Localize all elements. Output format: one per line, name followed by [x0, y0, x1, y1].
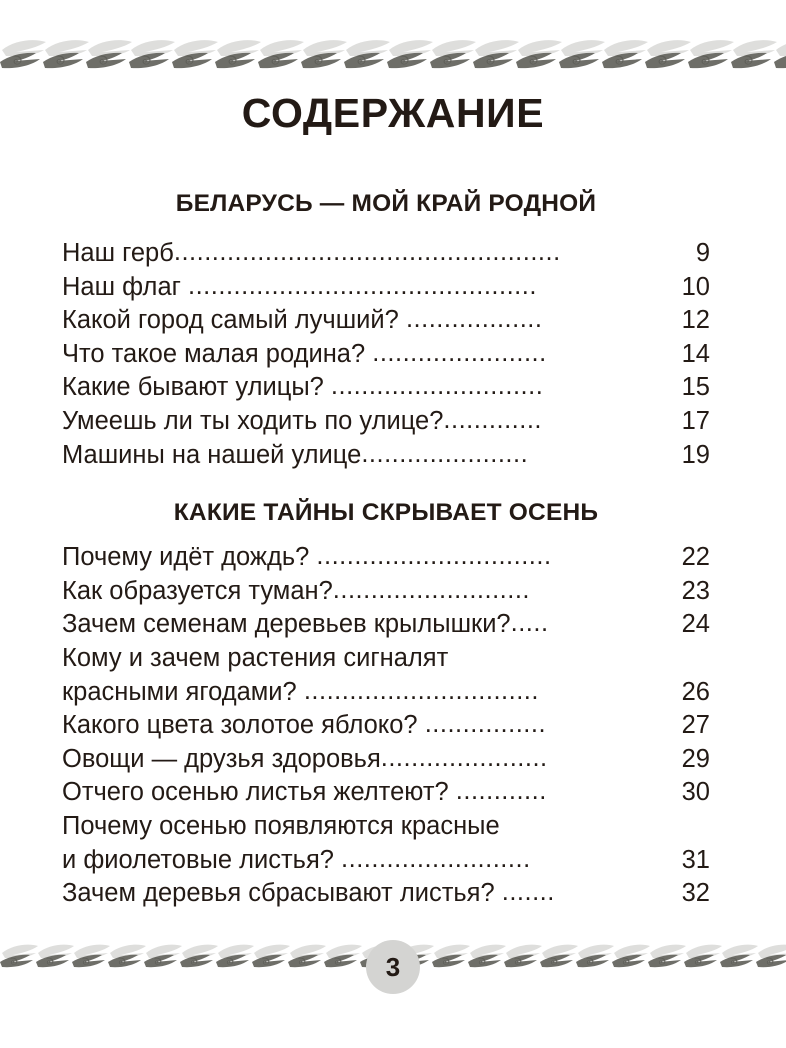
toc-page-number: 31 [681, 845, 710, 874]
toc-entry-label: Машины на нашей улице [62, 440, 362, 469]
toc-leader-dots: .............................................. [188, 271, 537, 300]
toc-entry-label: и фиолетовые листья? [62, 845, 342, 874]
toc-leader-dots: ............................... [316, 542, 552, 571]
toc-entry[interactable] [62, 642, 710, 709]
toc-leader-dots: ......................... [341, 844, 531, 873]
toc-page-number: 29 [681, 744, 710, 773]
toc-entry-label: Овощи — друзья здоровья [62, 744, 381, 773]
toc-page-number: 14 [681, 339, 710, 368]
top-ornament-band [0, 36, 786, 80]
toc-leader-dots: .................. [405, 305, 543, 334]
toc-page-number: 15 [681, 373, 710, 402]
toc-entry[interactable] [62, 709, 710, 743]
toc-entry[interactable] [62, 405, 710, 439]
toc-page-number: 27 [681, 711, 710, 740]
toc-entry[interactable] [62, 541, 710, 575]
toc-entry[interactable] [62, 776, 710, 810]
table-of-contents [62, 190, 710, 911]
toc-entry-label: Умеешь ли ты ходить по улице? [62, 406, 444, 435]
toc-page-number: 30 [681, 778, 710, 807]
toc-page-number: 24 [681, 610, 710, 639]
toc-leader-dots: ...................... [380, 743, 548, 772]
toc-page-number: 9 [695, 239, 710, 267]
toc-page-number: 26 [681, 677, 710, 706]
toc-leader-dots: ....................... [372, 338, 547, 367]
toc-leader-dots: ....... [501, 878, 555, 907]
toc-leader-dots: ............................... [303, 676, 539, 705]
toc-page-number: 10 [681, 272, 710, 301]
section-heading: КАКИЕ ТАЙНЫ СКРЫВАЕТ ОСЕНЬ [173, 499, 599, 527]
toc-entry-label: Наш флаг [62, 272, 189, 301]
page-number-badge: 3 [366, 940, 420, 994]
toc-leader-dots: ...................... [361, 439, 529, 468]
toc-leader-dots: .......................... [332, 575, 530, 604]
toc-page-number: 12 [681, 306, 710, 335]
toc-page-number: 22 [681, 543, 710, 572]
toc-entry[interactable] [62, 338, 710, 372]
toc-leader-dots: ............................ [330, 372, 544, 401]
page-title: СОДЕРЖАНИЕ [241, 90, 545, 136]
toc-page-number: 23 [681, 576, 710, 605]
toc-entry-label: Почему идёт дождь? [62, 543, 317, 572]
toc-entry-label: Какие бывают улицы? [62, 373, 331, 402]
toc-entry[interactable] [62, 810, 710, 877]
toc-page-number: 17 [681, 406, 710, 435]
toc-entry-label: Как образуется туман? [62, 576, 333, 605]
toc-entry-label: красными ягодами? [62, 677, 304, 706]
toc-entry[interactable] [62, 743, 710, 777]
toc-entry-label-line1: Кому и зачем растения сигналят [62, 643, 449, 672]
toc-page-number: 32 [681, 879, 710, 908]
toc-entry[interactable] [62, 439, 710, 473]
toc-entry-label: Какой город самый лучший? [62, 306, 406, 335]
toc-entry[interactable] [62, 371, 710, 405]
toc-leader-dots: ..... [510, 609, 549, 638]
toc-entry[interactable] [62, 608, 710, 642]
toc-leader-dots: ................ [424, 710, 547, 739]
toc-entry-label-line1: Почему осенью появляются красные [62, 811, 500, 840]
toc-entry-label: Какого цвета золотое яблоко? [62, 711, 425, 740]
toc-entry[interactable] [62, 575, 710, 609]
toc-entry[interactable] [62, 877, 710, 911]
toc-leader-dots: ................................................... [173, 238, 561, 266]
toc-entry[interactable] [62, 237, 710, 271]
section-heading: БЕЛАРУСЬ — МОЙ КРАЙ РОДНОЙ [175, 190, 597, 217]
toc-entry[interactable] [62, 271, 710, 305]
toc-leader-dots: ............ [455, 777, 547, 806]
toc-entry-label: Что такое малая родина? [62, 339, 373, 368]
toc-leader-dots: ............. [443, 405, 543, 434]
toc-entry-label: Наш герб [62, 239, 174, 267]
toc-entry-label: Зачем семенам деревьев крылышки? [62, 610, 511, 639]
toc-page-number: 19 [681, 440, 710, 469]
toc-entry-label: Отчего осенью листья желтеют? [62, 778, 456, 807]
toc-entry-label: Зачем деревья сбрасывают листья? [62, 879, 502, 908]
toc-entry[interactable] [62, 304, 710, 338]
